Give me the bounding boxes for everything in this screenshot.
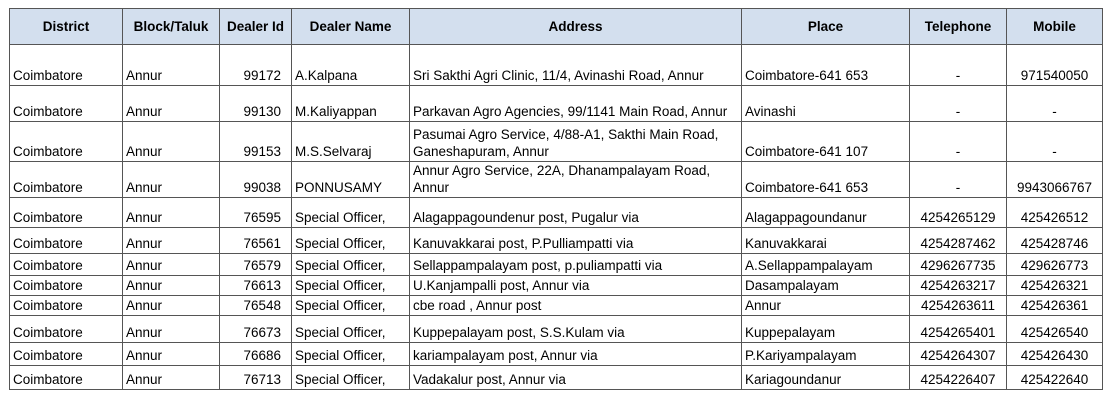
address-cell: Vadakalur post, Annur via [410,366,742,390]
header-mobile: Mobile [1007,9,1103,45]
table-row [10,86,1103,122]
address-cell: U.Kanjampalli post, Annur via [410,276,742,296]
dealer-id-cell: 76561 [220,228,292,254]
dealer-id-cell: 76673 [220,316,292,343]
address-cell: Alagappagoundenur post, Pugalur via [410,198,742,228]
place-cell: Alagappagoundanur [742,198,910,228]
block-cell: Annur [123,276,220,296]
mobile-cell: 971540050 [1007,45,1103,86]
dealer-id-cell: 76579 [220,254,292,276]
telephone-cell: 4254265129 [910,198,1007,228]
district-cell: Coimbatore [10,316,123,343]
dealer-id-cell: 76686 [220,343,292,366]
place-cell: Coimbatore-641 107 [742,122,910,162]
telephone-cell: - [910,45,1007,86]
telephone-cell: 4296267735 [910,254,1007,276]
block-cell: Annur [123,343,220,366]
dealer-table [9,8,1103,390]
table-row [10,343,1103,366]
mobile-cell: 425426430 [1007,343,1103,366]
dealer-name-cell: Special Officer, [292,296,410,316]
mobile-cell: 425426540 [1007,316,1103,343]
dealer-name-cell: Special Officer, [292,228,410,254]
address-cell: Kuppepalayam post, S.S.Kulam via [410,316,742,343]
table-row [10,45,1103,86]
table-row [10,162,1103,198]
header-place: Place [742,9,910,45]
block-cell: Annur [123,162,220,198]
district-cell: Coimbatore [10,254,123,276]
dealer-id-cell: 99038 [220,162,292,198]
table-row [10,316,1103,343]
dealer-name-cell: A.Kalpana [292,45,410,86]
place-cell: Dasampalayam [742,276,910,296]
address-cell: kariampalayam post, Annur via [410,343,742,366]
telephone-cell: 4254226407 [910,366,1007,390]
dealer-name-cell: PONNUSAMY [292,162,410,198]
mobile-cell: 425426512 [1007,198,1103,228]
telephone-cell: 4254264307 [910,343,1007,366]
telephone-cell: - [910,122,1007,162]
header-block-taluk: Block/Taluk [123,9,220,45]
district-cell: Coimbatore [10,198,123,228]
header-dealer-name: Dealer Name [292,9,410,45]
dealer-id-cell: 99172 [220,45,292,86]
mobile-cell: 425426321 [1007,276,1103,296]
telephone-cell: 4254287462 [910,228,1007,254]
district-cell: Coimbatore [10,276,123,296]
district-cell: Coimbatore [10,343,123,366]
dealer-name-cell: M.Kaliyappan [292,86,410,122]
mobile-cell: - [1007,86,1103,122]
table-row [10,198,1103,228]
district-cell: Coimbatore [10,86,123,122]
block-cell: Annur [123,198,220,228]
mobile-cell: - [1007,122,1103,162]
mobile-cell: 425422640 [1007,366,1103,390]
telephone-cell: 4254265401 [910,316,1007,343]
block-cell: Annur [123,296,220,316]
dealer-id-cell: 76713 [220,366,292,390]
block-cell: Annur [123,45,220,86]
telephone-cell: 4254263217 [910,276,1007,296]
address-cell: Annur Agro Service, 22A, Dhanampalayam Road, Annur [410,162,742,198]
header-district: District [10,9,123,45]
block-cell: Annur [123,316,220,343]
address-cell: Parkavan Agro Agencies, 99/1141 Main Road, Annur [410,86,742,122]
dealer-name-cell: M.S.Selvaraj [292,122,410,162]
dealer-id-cell: 76595 [220,198,292,228]
header-telephone: Telephone [910,9,1007,45]
header-row [10,9,1103,45]
address-cell: cbe road , Annur post [410,296,742,316]
district-cell: Coimbatore [10,45,123,86]
place-cell: Annur [742,296,910,316]
place-cell: Kuppepalayam [742,316,910,343]
dealer-id-cell: 99130 [220,86,292,122]
district-cell: Coimbatore [10,228,123,254]
place-cell: Coimbatore-641 653 [742,162,910,198]
dealer-id-cell: 76613 [220,276,292,296]
place-cell: Avinashi [742,86,910,122]
address-cell: Pasumai Agro Service, 4/88-A1, Sakthi Main Road, Ganeshapuram, Annur [410,122,742,162]
district-cell: Coimbatore [10,122,123,162]
place-cell: Kariagoundanur [742,366,910,390]
mobile-cell: 429626773 [1007,254,1103,276]
dealer-name-cell: Special Officer, [292,343,410,366]
dealer-name-cell: Special Officer, [292,366,410,390]
address-cell: Sellappampalayam post, p.puliampatti via [410,254,742,276]
block-cell: Annur [123,86,220,122]
dealer-name-cell: Special Officer, [292,198,410,228]
header-dealer-id: Dealer Id [220,9,292,45]
table-row [10,254,1103,276]
address-cell: Kanuvakkarai post, P.Pulliampatti via [410,228,742,254]
district-cell: Coimbatore [10,366,123,390]
address-cell: Sri Sakthi Agri Clinic, 11/4, Avinashi Road, Annur [410,45,742,86]
telephone-cell: - [910,162,1007,198]
place-cell: Kanuvakkarai [742,228,910,254]
header-address: Address [410,9,742,45]
place-cell: A.Sellappampalayam [742,254,910,276]
table-row [10,276,1103,296]
place-cell: P.Kariyampalayam [742,343,910,366]
mobile-cell: 9943066767 [1007,162,1103,198]
mobile-cell: 425428746 [1007,228,1103,254]
place-cell: Coimbatore-641 653 [742,45,910,86]
table-row [10,296,1103,316]
dealer-name-cell: Special Officer, [292,316,410,343]
table-row [10,228,1103,254]
dealer-name-cell: Special Officer, [292,254,410,276]
table-row [10,122,1103,162]
dealer-id-cell: 76548 [220,296,292,316]
district-cell: Coimbatore [10,296,123,316]
mobile-cell: 425426361 [1007,296,1103,316]
dealer-name-cell: Special Officer, [292,276,410,296]
district-cell: Coimbatore [10,162,123,198]
block-cell: Annur [123,254,220,276]
block-cell: Annur [123,228,220,254]
block-cell: Annur [123,122,220,162]
dealer-id-cell: 99153 [220,122,292,162]
block-cell: Annur [123,366,220,390]
table-row [10,366,1103,390]
telephone-cell: - [910,86,1007,122]
telephone-cell: 4254263611 [910,296,1007,316]
